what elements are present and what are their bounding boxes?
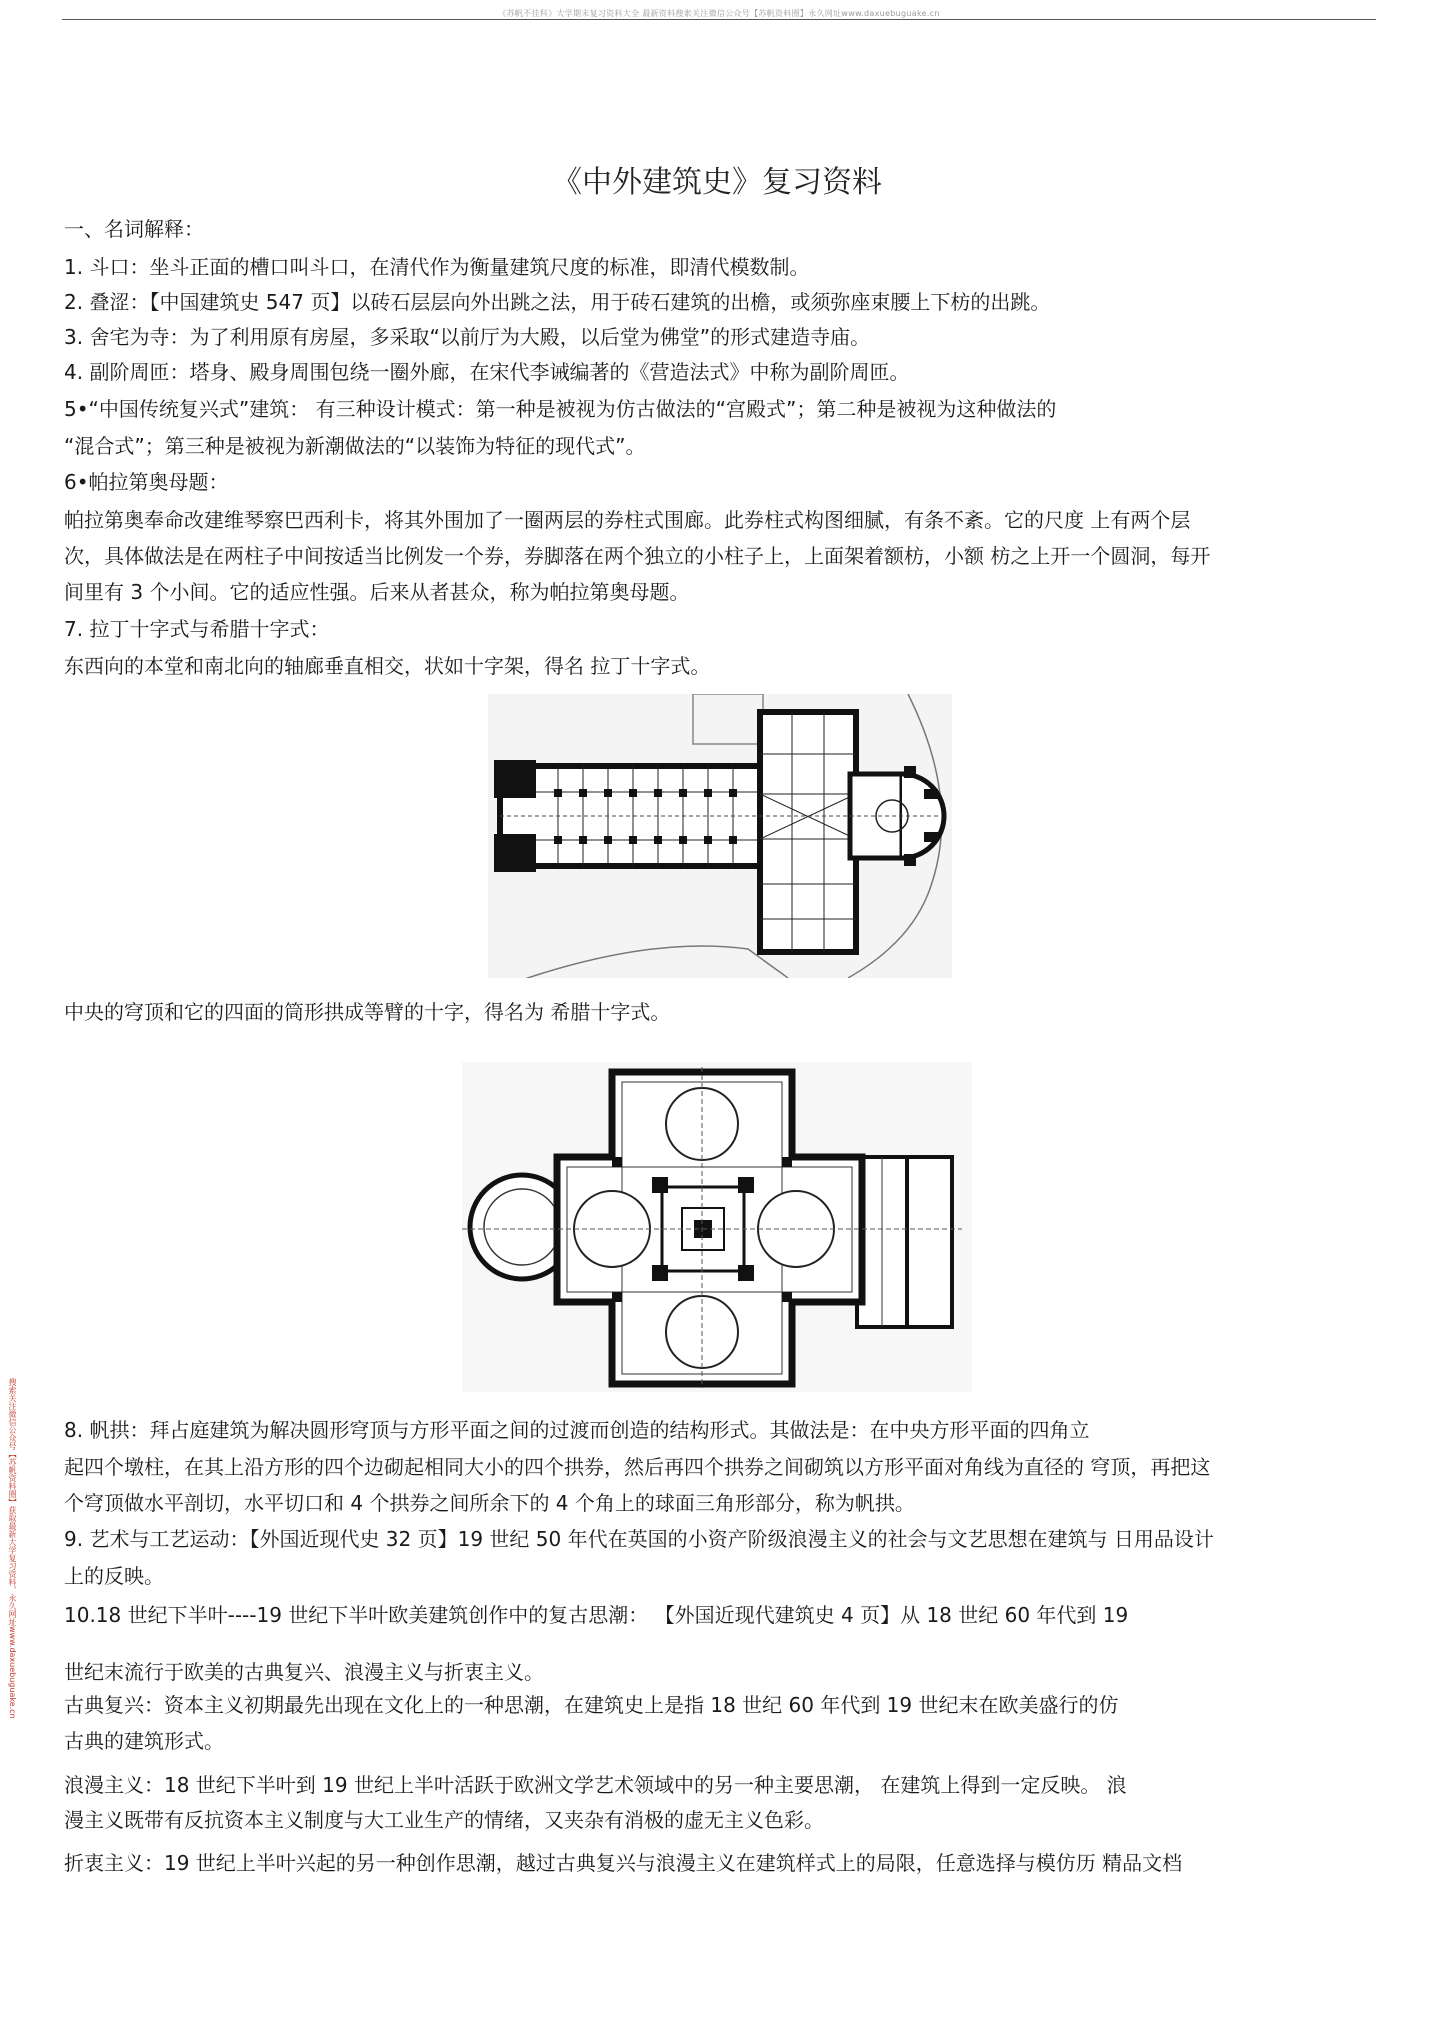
paragraph-line: 间里有 3 个小间。它的适应性强。后来从者甚众，称为帕拉第奥母题。 [64, 580, 690, 604]
paragraph-line: 5•“中国传统复兴式”建筑： 有三种设计模式：第一种是被视为仿古做法的“宫殿式”；第二种是被视为这种做法的 [64, 397, 1057, 421]
latin-cross-plan-image [488, 694, 952, 978]
paragraph-line: 10.18 世纪下半叶----19 世纪下半叶欧美建筑创作中的复古思潮： 【外国近现代建筑史 4 页】从 18 世纪 60 年代到 19 [64, 1603, 1129, 1627]
paragraph-line: 3. 舍宅为寺：为了利用原有房屋，多采取“以前厅为大殿，以后堂为佛堂”的形式建造寺庙。 [64, 325, 871, 349]
paragraph-line: 个穹顶做水平剖切，水平切口和 4 个拱券之间所余下的 4 个角上的球面三角形部分，称为帆拱。 [64, 1491, 915, 1515]
section-heading: 一、名词解释： [64, 217, 204, 241]
paragraph-line: 世纪末流行于欧美的古典复兴、浪漫主义与折衷主义。 [64, 1660, 544, 1684]
paragraph-line: 8. 帆拱：拜占庭建筑为解决圆形穹顶与方形平面之间的过渡而创造的结构形式。其做法是：在中央方形平面的四角立 [64, 1418, 1090, 1442]
caption-greek-cross: 中央的穹顶和它的四面的筒形拱成等臂的十字，得名为 希腊十字式。 [64, 1000, 671, 1024]
paragraph-line: 9. 艺术与工艺运动：【外国近现代史 32 页】19 世纪 50 年代在英国的小资产阶级浪漫主义的社会与文艺思想在建筑与 日用品设计 [64, 1527, 1214, 1551]
paragraph-line: 古典的建筑形式。 [64, 1729, 224, 1753]
paragraph-line: 次，具体做法是在两柱子中间按适当比例发一个券，券脚落在两个独立的小柱子上，上面架着额枋，小额 枋之上开一个圆洞，每开 [64, 544, 1211, 568]
paragraph-line: 古典复兴：资本主义初期最先出现在文化上的一种思潮，在建筑史上是指 18 世纪 60 年代到 19 世纪末在欧美盛行的仿 [64, 1693, 1119, 1717]
greek-cross-plan-image [462, 1062, 972, 1392]
paragraph-line: 起四个墩柱，在其上沿方形的四个边砌起相同大小的四个拱券，然后再四个拱券之间砌筑以方形平面对角线为直径的 穹顶，再把这 [64, 1455, 1211, 1479]
paragraph-line: 7. 拉丁十字式与希腊十字式： [64, 617, 330, 641]
page-header: 《苏帆不挂科》大学期末复习资料大全 最新资料搜索关注微信公众号【苏帆资料圈】永久网址www.daxuebuguake.cn [498, 9, 940, 18]
paragraph-line: 折衷主义：19 世纪上半叶兴起的另一种创作思潮，越过古典复兴与浪漫主义在建筑样式上的局限，任意选择与模仿历 精品文档 [64, 1851, 1183, 1875]
paragraph-line: 6•帕拉第奥母题： [64, 470, 229, 494]
paragraph-line: 2. 叠涩：【中国建筑史 547 页】以砖石层层向外出跳之法，用于砖石建筑的出檐，或须弥座束腰上下枋的出跳。 [64, 290, 1051, 314]
document-title: 《中外建筑史》复习资料 [552, 165, 882, 200]
header-rule [62, 19, 1376, 20]
paragraph-line: 帕拉第奥奉命改建维琴察巴西利卡，将其外围加了一圈两层的券柱式围廊。此券柱式构图细腻，有条不紊。它的尺度 上有两个层 [64, 508, 1191, 532]
paragraph-line: 东西向的本堂和南北向的轴廊垂直相交，状如十字架，得名 拉丁十字式。 [64, 654, 711, 678]
paragraph-line: 4. 副阶周匝：塔身、殿身周围包绕一圈外廊，在宋代李诫编著的《营造法式》中称为副阶周匝。 [64, 360, 910, 384]
paragraph-line: “混合式”；第三种是被视为新潮做法的“以装饰为特征的现代式”。 [64, 434, 646, 458]
paragraph-line: 1. 斗口：坐斗正面的槽口叫斗口，在清代作为衡量建筑尺度的标准，即清代模数制。 [64, 255, 810, 279]
paragraph-line: 浪漫主义：18 世纪下半叶到 19 世纪上半叶活跃于欧洲文学艺术领域中的另一种主要思潮， 在建筑上得到一定反映。 浪 [64, 1773, 1127, 1797]
paragraph-line: 漫主义既带有反抗资本主义制度与大工业生产的情绪，又夹杂有消极的虚无主义色彩。 [64, 1808, 824, 1832]
paragraph-line: 上的反映。 [64, 1564, 164, 1588]
side-watermark: 搜索关注微信公众号【苏帆资料圈】获取最新大学复习资料，永久网址www.daxuebuguake.cn [8, 1378, 17, 1719]
